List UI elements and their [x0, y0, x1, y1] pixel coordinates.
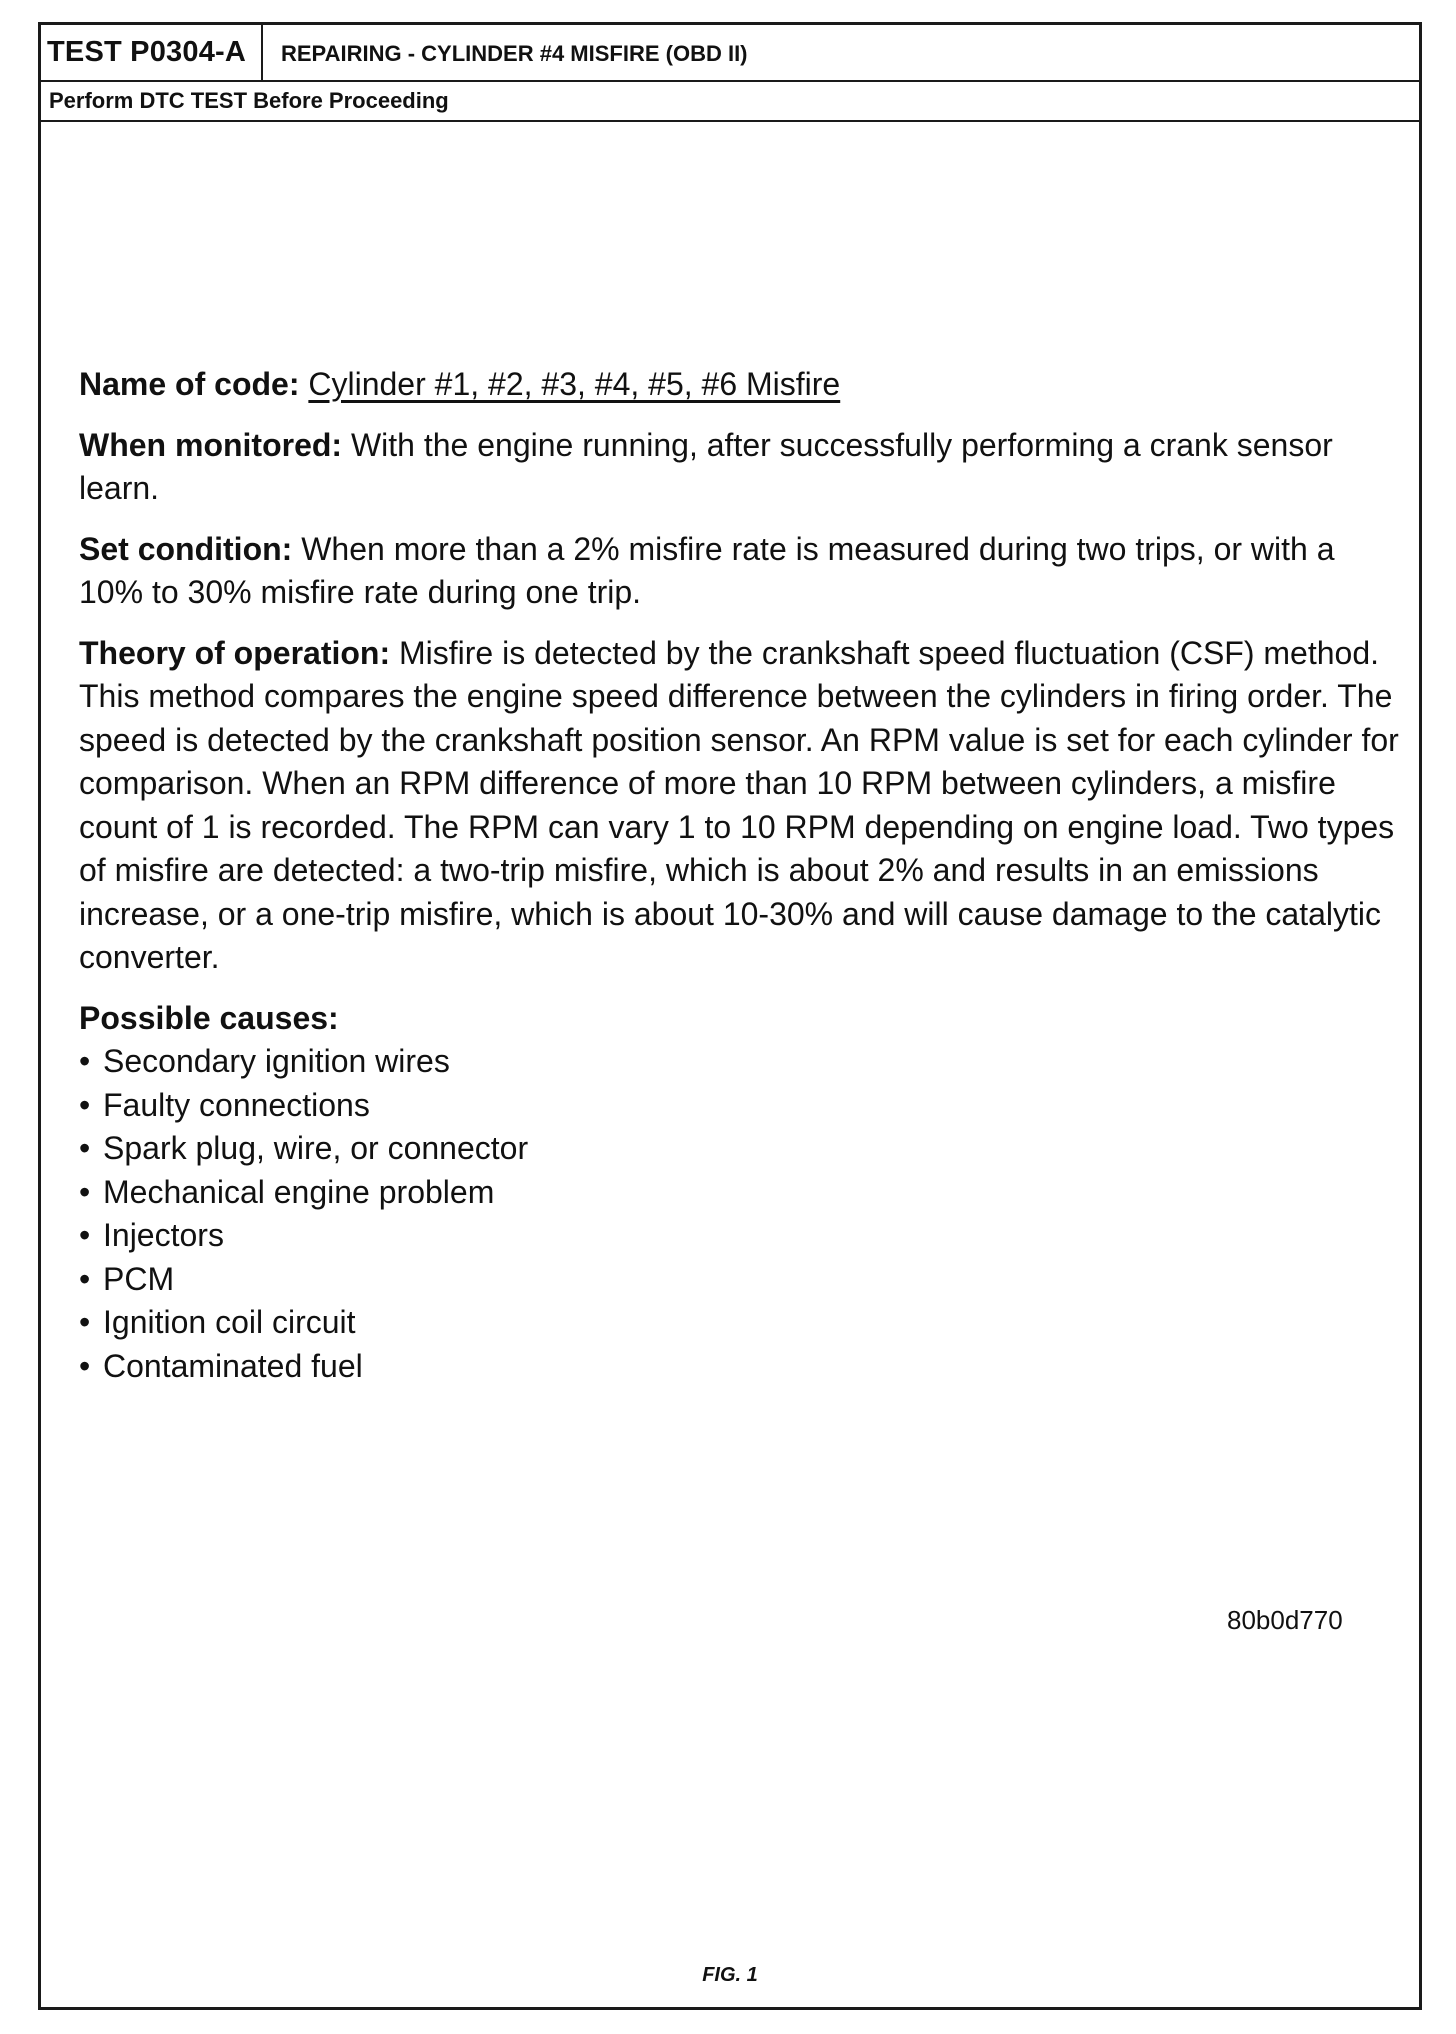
header-row	[41, 25, 1419, 82]
cause-text: Spark plug, wire, or connector	[103, 1130, 529, 1166]
bullet-icon: •	[79, 1086, 91, 1123]
list-item	[79, 1127, 1399, 1171]
bullet-icon: •	[79, 1130, 91, 1166]
when-monitored-paragraph	[79, 424, 1399, 511]
name-of-code-value: Cylinder #1, #2, #3, #4, #5, #6 Misfire	[308, 366, 841, 402]
set-condition-paragraph	[79, 528, 1399, 615]
possible-causes-section	[79, 997, 1399, 1389]
cause-text: Mechanical engine problem	[103, 1173, 495, 1210]
list-item	[79, 1258, 1399, 1302]
test-id: TEST P0304-A	[41, 25, 263, 80]
cause-text: Injectors	[103, 1217, 224, 1253]
name-of-code-label: Name of code:	[79, 366, 300, 402]
list-item	[79, 1345, 1399, 1389]
theory-value: Misfire is detected by the crankshaft speed fluctuation (CSF) method. This method compares the engine speed difference between the cylinders in firing order. The speed is detected by the crankshaft position sensor. An RPM value is set for each cylinder for comparison. When an RPM difference of more than 10 RPM between cylinders, a misfire count of 1 is recorded. The RPM can vary 1 to 10 RPM depending on engine load. Two types of misfire are detected: a two-trip misfire, which is about 2% and results in an emissions increase, or a one-trip misfire, which is about 10-30% and will cause damage to the catalytic converter.	[79, 634, 1399, 975]
reference-code: 80b0d770	[1227, 1605, 1343, 1635]
set-condition-value: When more than a 2% misfire rate is measured during two trips, or with a 10% to 30% misfire rate during one trip.	[79, 530, 1335, 610]
list-item	[79, 1084, 1399, 1128]
test-title: REPAIRING - CYLINDER #4 MISFIRE (OBD II)	[281, 41, 748, 66]
list-item	[79, 1301, 1399, 1345]
cause-text: Faulty connections	[103, 1086, 370, 1123]
theory-paragraph	[79, 632, 1399, 980]
when-monitored-value: With the engine running, after successfully performing a crank sensor learn.	[79, 426, 1333, 506]
when-monitored-label: When monitored:	[79, 426, 343, 463]
cause-text: Secondary ignition wires	[103, 1043, 450, 1079]
bullet-icon: •	[79, 1347, 91, 1384]
bullet-icon: •	[79, 1173, 91, 1210]
bullet-icon: •	[79, 1217, 91, 1253]
name-of-code-paragraph	[79, 363, 1399, 407]
cause-text: Ignition coil circuit	[103, 1304, 356, 1340]
bullet-icon: •	[79, 1304, 91, 1340]
bullet-icon: •	[79, 1043, 91, 1079]
body-text	[79, 363, 1399, 1388]
document-frame	[38, 22, 1422, 2010]
cause-text: Contaminated fuel	[103, 1347, 363, 1384]
figure-label: FIG. 1	[702, 1964, 758, 1986]
possible-causes-list	[79, 1040, 1399, 1388]
theory-label: Theory of operation:	[79, 634, 391, 671]
set-condition-label: Set condition:	[79, 530, 293, 567]
possible-causes-label: Possible causes:	[79, 999, 339, 1036]
bullet-icon: •	[79, 1260, 91, 1297]
cause-text: PCM	[103, 1260, 175, 1297]
header-subtitle: Perform DTC TEST Before Proceeding	[41, 82, 1419, 122]
list-item	[79, 1171, 1399, 1215]
list-item	[79, 1214, 1399, 1258]
list-item	[79, 1040, 1399, 1084]
